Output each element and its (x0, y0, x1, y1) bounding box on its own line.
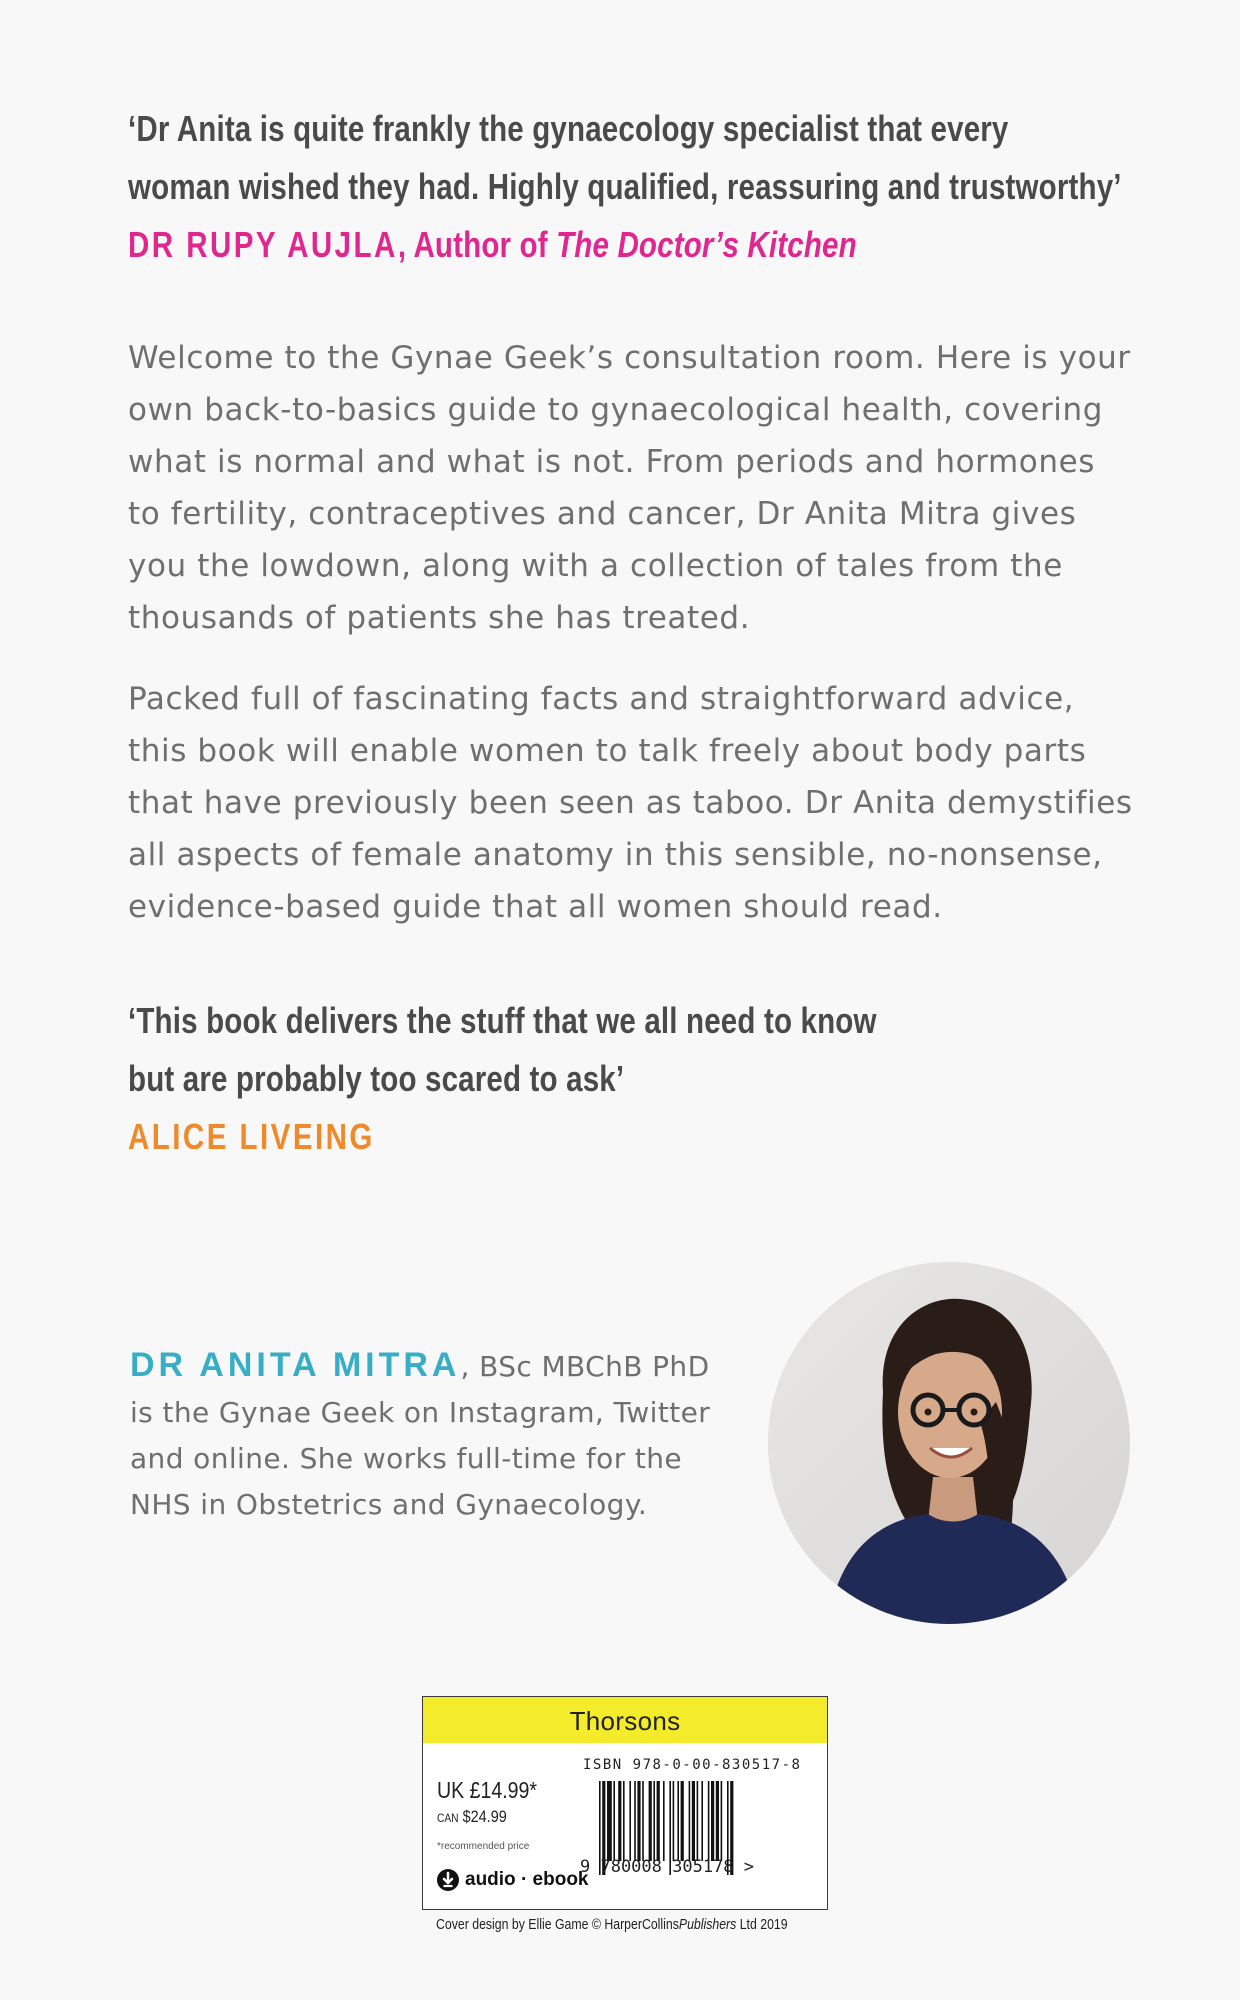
blurb-paragraph-2 (128, 673, 1133, 933)
credit-prefix: Cover design by Ellie Game © HarperCollins (436, 1916, 679, 1933)
author-name: DR ANITA MITRA (130, 1346, 461, 1384)
author-heading (130, 1342, 710, 1390)
top-quote-attribution-work: The Doctor’s Kitchen (556, 224, 857, 265)
barcode-bar (673, 1781, 675, 1861)
author-credentials: , BSc MBChB PhD (460, 1350, 710, 1383)
blurb-p2-line: this book will enable women to talk freely about body parts (128, 733, 1087, 769)
barcode-bar (692, 1781, 695, 1861)
blurb-paragraph-1 (128, 332, 1131, 644)
barcode-bar (689, 1781, 691, 1861)
bottom-quote-line-1: ‘This book delivers the stuff that we all need to know (128, 1000, 877, 1041)
top-quote-line-1: ‘Dr Anita is quite frankly the gynaecology specialist that every (128, 108, 1009, 149)
barcode-bar (711, 1781, 714, 1861)
price-can-value: $24.99 (462, 1807, 507, 1826)
credit-publishers: Publishers (678, 1916, 737, 1933)
barcode-bar (681, 1781, 684, 1861)
bottom-quote (128, 992, 877, 1166)
barcode-bar (629, 1781, 631, 1861)
blurb-p2-line: all aspects of female anatomy in this sensible, no-nonsense, (128, 837, 1103, 873)
barcode-bar (657, 1781, 660, 1861)
barcode-bar (716, 1781, 719, 1861)
barcode-bar (637, 1781, 640, 1861)
top-quote-line-2: woman wished they had. Highly qualified, reassuring and trustworthy’ (128, 166, 1122, 207)
barcode-bar (677, 1781, 679, 1861)
barcode-bar (649, 1781, 652, 1861)
author-portrait-icon (768, 1262, 1130, 1624)
barcode-bar (613, 1781, 615, 1861)
blurb-p2-line: evidence-based guide that all women should read. (128, 889, 943, 925)
barcode-bar (634, 1781, 636, 1861)
author-bio (130, 1342, 710, 1528)
top-quote-attribution-sep: , Author of (397, 224, 557, 265)
formats-text: audio · ebook (465, 1869, 589, 1890)
barcode-bar (701, 1781, 703, 1861)
price-can (437, 1807, 507, 1827)
blurb-p1-line: Welcome to the Gynae Geek’s consultation room. Here is your (128, 340, 1131, 376)
barcode-bar (623, 1781, 625, 1861)
author-photo (768, 1262, 1130, 1624)
price-uk: UK £14.99* (437, 1777, 537, 1803)
price-note: *recommended price (437, 1841, 530, 1852)
blurb-p2-line: that have previously been seen as taboo. Dr Anita demystifies (128, 785, 1133, 821)
author-bio-line: and online. She works full-time for the (130, 1442, 683, 1475)
barcode-bar (642, 1781, 644, 1861)
barcode-bar (697, 1781, 699, 1861)
formats-label (437, 1869, 589, 1891)
price-can-prefix: CAN (437, 1811, 459, 1825)
isbn-label: ISBN 978-0-00-830517-8 (583, 1757, 802, 1773)
blurb-p1-line: what is normal and what is not. From periods and hormones (128, 444, 1096, 480)
barcode-bar (721, 1781, 723, 1861)
blurb-p2-line: Packed full of fascinating facts and straightforward advice, (128, 681, 1075, 717)
author-bio-line: NHS in Obstetrics and Gynaecology. (130, 1488, 648, 1521)
barcode-bar (607, 1781, 612, 1861)
barcode-panel (422, 1696, 828, 1910)
bottom-quote-attribution: ALICE LIVEING (128, 1116, 375, 1157)
credit-suffix: Ltd 2019 (736, 1916, 788, 1933)
blurb-p1-line: to fertility, contraceptives and cancer, Dr Anita Mitra gives (128, 496, 1077, 532)
barcode-bar (663, 1781, 665, 1861)
barcode-bar (653, 1781, 655, 1861)
blurb-p1-line: you the lowdown, along with a collection of tales from the (128, 548, 1063, 584)
blurb-p1-line: own back-to-basics guide to gynaecological health, covering (128, 392, 1104, 428)
author-bio-line: is the Gynae Geek on Instagram, Twitter (130, 1396, 711, 1429)
top-quote-attribution (128, 216, 1122, 274)
download-icon (437, 1869, 459, 1891)
top-quote (128, 100, 1122, 274)
barcode-bar (708, 1781, 710, 1861)
bottom-quote-line-2: but are probably too scared to ask’ (128, 1058, 625, 1099)
blurb-p1-line: thousands of patients she has treated. (128, 600, 751, 636)
top-quote-attribution-name: DR RUPY AUJLA (128, 224, 398, 265)
cover-credit (436, 1916, 788, 1933)
barcode-bar (618, 1781, 621, 1861)
ean-digits: 9 780008 305178 > (580, 1857, 754, 1877)
publisher-logo: Thorsons (423, 1697, 827, 1743)
